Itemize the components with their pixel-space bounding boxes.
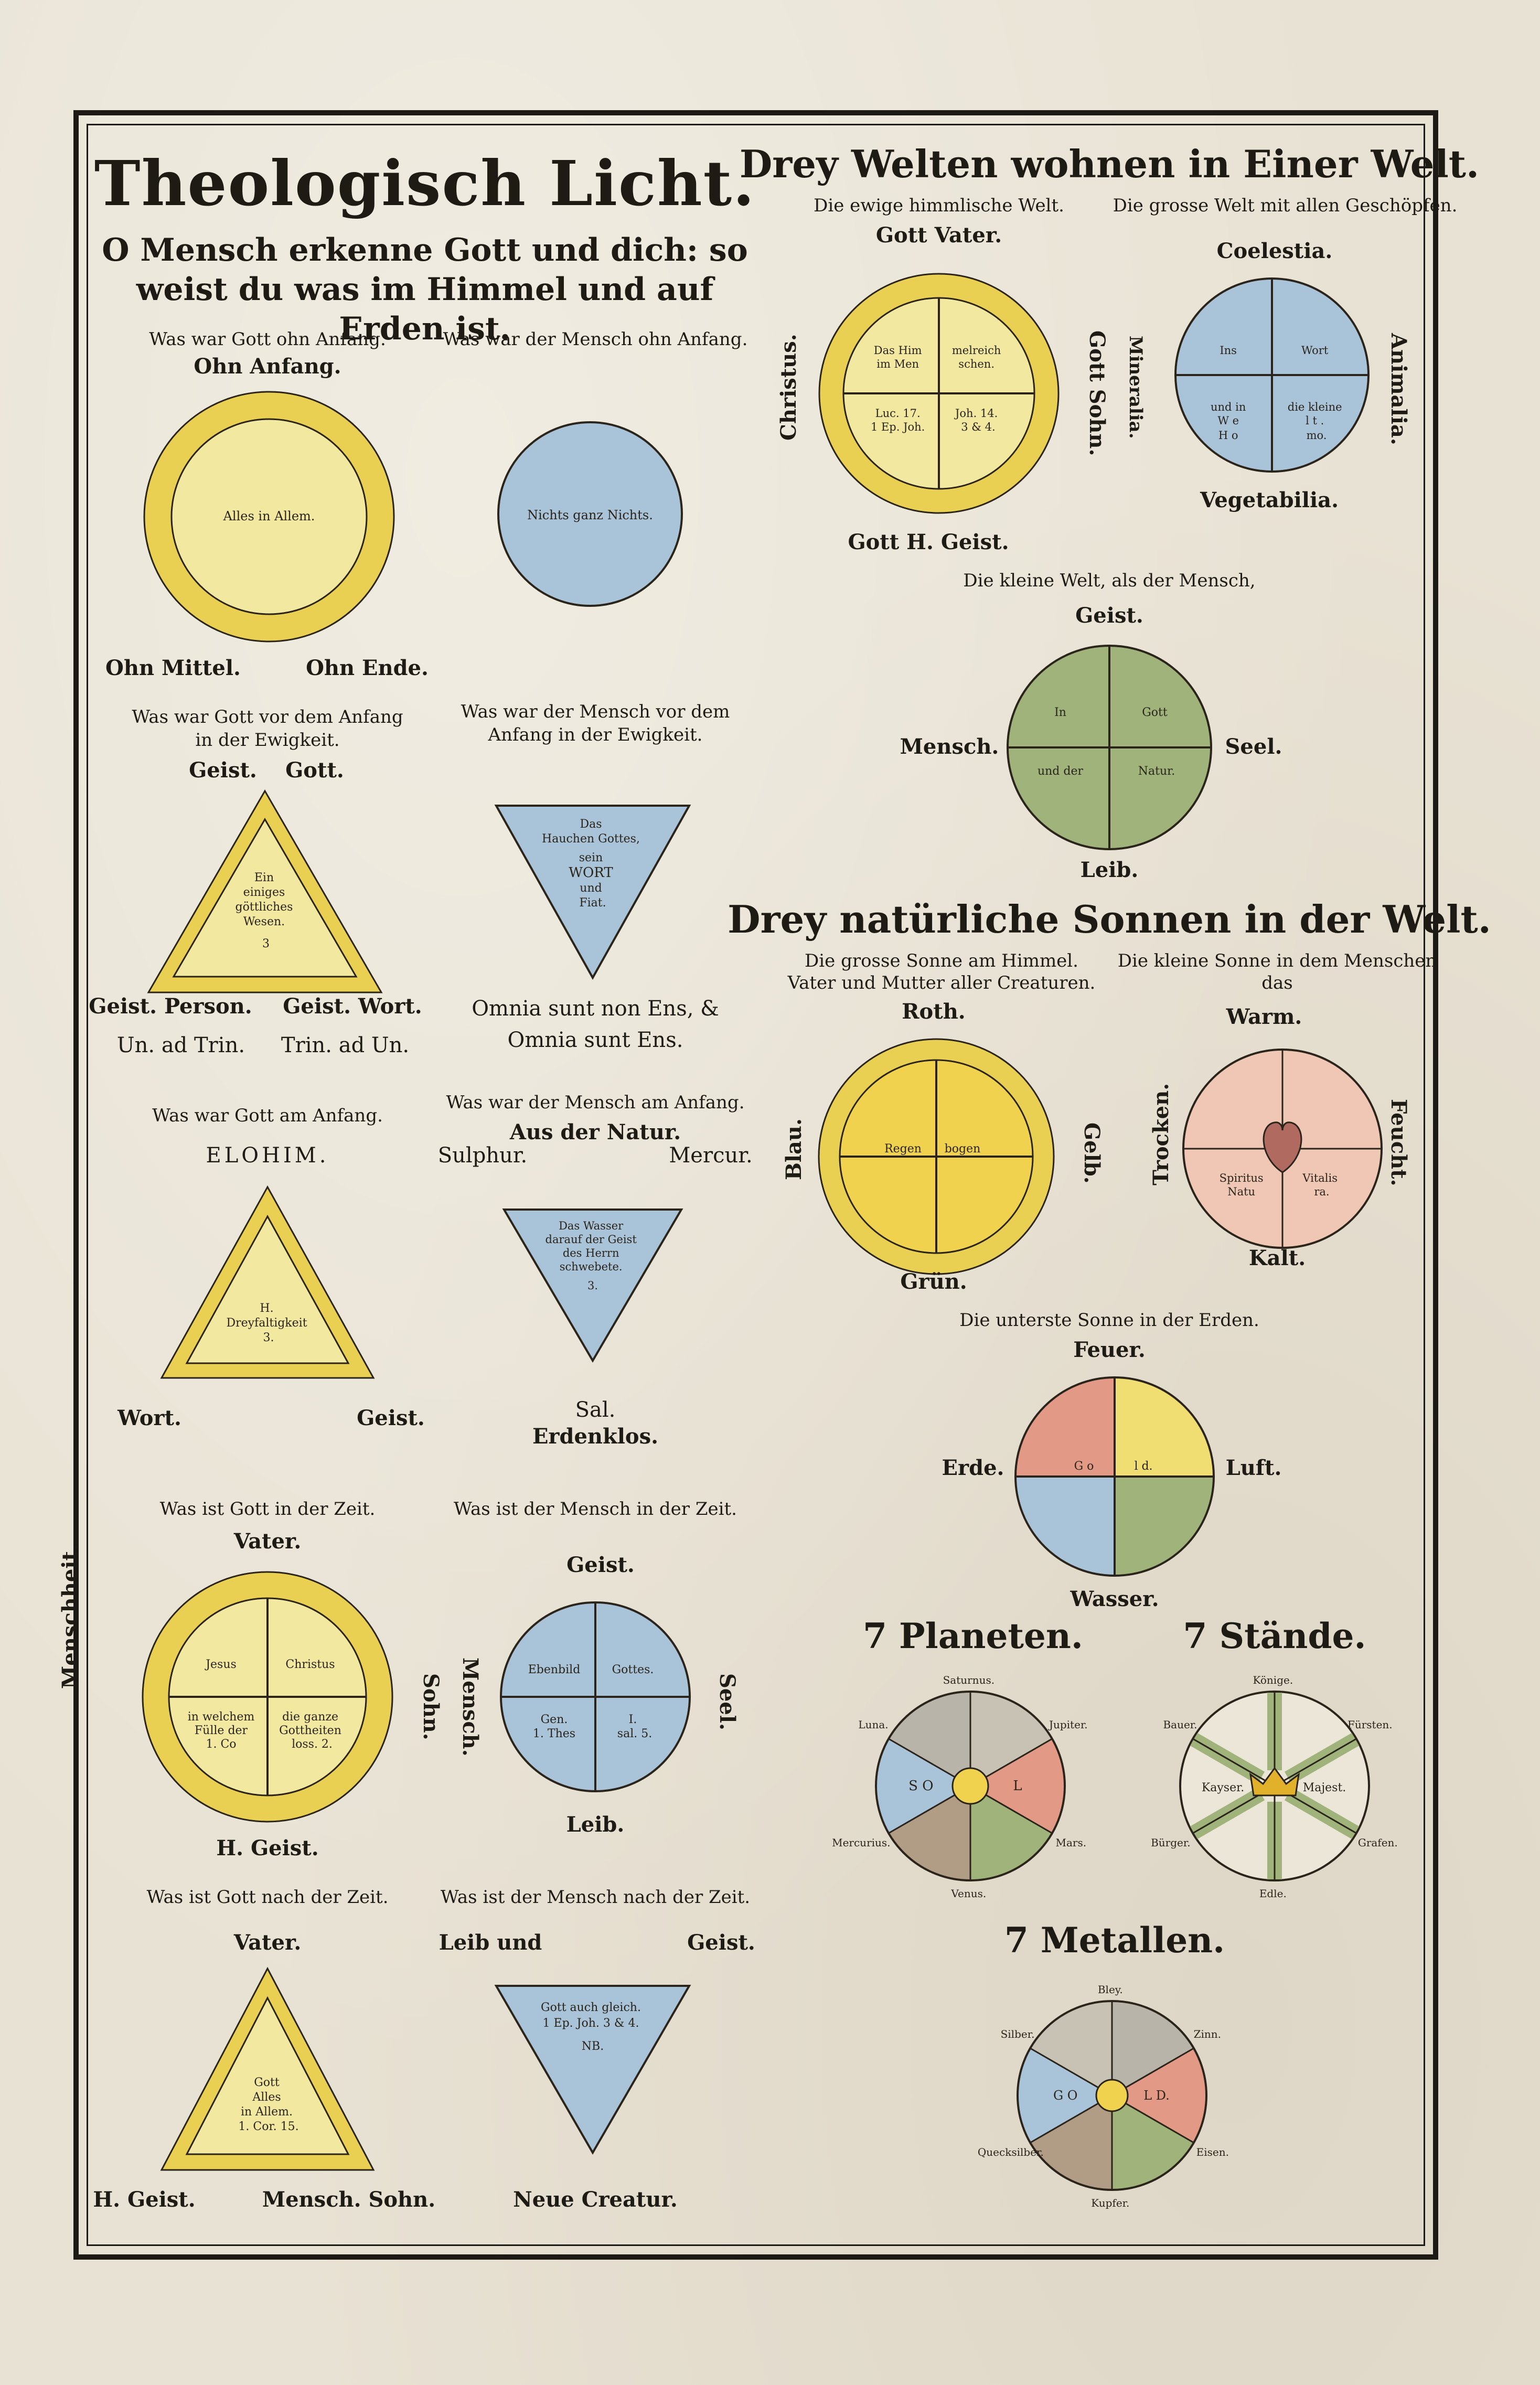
label-ohn-ende: Ohn Ende. [306, 656, 429, 680]
label-feucht: Feucht. [1386, 1099, 1411, 1186]
question-god-at-beginning: Was war Gott am Anfang. [152, 1105, 383, 1126]
svg-text:Ebenbild Gottes. Gen.: Ebenbild Gottes. Gen. 1. Thes I. sal. 5. [528, 1663, 654, 1740]
label-geist-row5: Geist. [687, 1930, 755, 1955]
label-leib-row4: Leib. [566, 1812, 625, 1837]
svg-text:G o l d.: G o l d. [1074, 1460, 1153, 1473]
radiant-circle-himmelreich [816, 270, 1062, 517]
wheel-7-metallen [977, 1977, 1243, 2213]
label-mercur: Mercur. [669, 1143, 753, 1168]
label-omnia-ens: Omnia sunt Ens. [507, 1028, 683, 1052]
label-trocken: Trocken. [1149, 1083, 1173, 1185]
label-vater-row4: Vater. [233, 1529, 302, 1554]
circle-nichts-ganz-nichts [496, 420, 685, 608]
label-leib-w2: Leib. [1080, 858, 1139, 882]
label-h-geist-row4: H. Geist. [216, 1836, 319, 1860]
label-un-ad-trin: Un. ad Trin. [116, 1033, 245, 1057]
text-alles-in-allem: Alles in Allem. [223, 509, 315, 523]
question-man-before-beginning: Was war der Mensch vor dem Anfang in der Ewigkeit. [461, 701, 730, 746]
caption-grosse-sonne: Die grosse Sonne am Himmel. [805, 950, 1078, 971]
label-gott-top: Gott. [285, 758, 344, 783]
svg-text:S O L: S O L [908, 1778, 1022, 1794]
caption-kleine-sonne: Die kleine Sonne in dem Menschen [1117, 950, 1437, 971]
caption-das: das [1261, 972, 1293, 993]
inverted-triangle-hauchen-gottes [493, 803, 692, 981]
label-christus: Christus. [776, 334, 801, 441]
svg-text:In Gott und der Na: In Gott und der Natur. [1037, 706, 1175, 778]
caption-grosse-welt: Die grosse Welt mit allen Geschöpfen. [1113, 195, 1458, 216]
label-mineralia: Mineralia. [1125, 336, 1146, 439]
label-sal: Sal. [575, 1398, 616, 1422]
svg-text:Ins Wort und in W: Ins Wort und in W e H o die kleine l t . mo. [1210, 344, 1342, 442]
label-geist-top: Geist. [189, 758, 257, 783]
label-erde: Erde. [942, 1456, 1004, 1480]
label-elohim: ELOHIM. [206, 1143, 329, 1168]
label-gott-sohn: Gott Sohn. [1085, 330, 1109, 456]
svg-text:Das Wasser darauf der Geis: Das Wasser darauf der Geist des Herrn schwebete. 3. [545, 1220, 637, 1292]
label-ohn-mittel: Ohn Mittel. [105, 656, 241, 680]
question-god-before-beginning: Was war Gott vor dem Anfang in der Ewigkeit. [132, 707, 403, 751]
label-vater-row5: Vater. [233, 1930, 302, 1955]
label-geist: Geist. [357, 1406, 425, 1430]
label-geist-wort: Geist. Wort. [283, 994, 422, 1019]
circle-elements-gold [1012, 1374, 1217, 1579]
label-h-geist-row5: H. Geist. [93, 2187, 196, 2212]
radiant-circle-jesus-christus [139, 1568, 396, 1825]
circle-spiritus-vitalis [1180, 1046, 1385, 1251]
label-omnia-non-ens: Omnia sunt non Ens, & [472, 997, 719, 1021]
svg-text:Kayser. Majest.: Kayser. Majest. [1201, 1781, 1346, 1794]
svg-text:Regen bogen: Regen bogen [884, 1142, 981, 1156]
svg-text:Gott Alles in Allem.: Gott Alles in Allem. 1. Cor. 15. [238, 2076, 299, 2133]
svg-text:Bley. Zinn. Eisen.: Bley. Zinn. Eisen. Kupfer. Quecksilber. Silber. [977, 1983, 1229, 2209]
label-geist-person: Geist. Person. [89, 994, 252, 1019]
svg-text:Spiritus Natu Vitalis: Spiritus Natu Vitalis ra. [1219, 1172, 1338, 1198]
label-sohn: Sohn. [419, 1673, 443, 1740]
question-god-after-time: Was ist Gott nach der Zeit. [146, 1887, 389, 1908]
question-god-without-beginning: Was war Gott ohn Anfang. [149, 329, 386, 350]
page-title: Theologisch Licht. [94, 147, 756, 220]
svg-text:Ein einiges göttliches: Ein einiges göttliches Wesen. 3 [235, 871, 293, 950]
label-sulphur: Sulphur. [437, 1143, 528, 1168]
question-man-after-time: Was ist der Mensch nach der Zeit. [440, 1887, 751, 1908]
label-geist-w2: Geist. [1075, 603, 1143, 628]
label-leib-und: Leib und [439, 1930, 542, 1955]
caption-unterste-sonne: Die unterste Sonne in der Erden. [959, 1310, 1259, 1331]
label-geist-row4: Geist. [566, 1553, 635, 1577]
inverted-triangle-gott-auch-gleich [493, 1983, 692, 2156]
circle-grosse-welt [1172, 275, 1372, 475]
label-mensch-sohn: Mensch. Sohn. [262, 2187, 436, 2212]
label-gott-h-geist: Gott H. Geist. [848, 530, 1009, 554]
label-erdenklos: Erdenklos. [532, 1424, 659, 1449]
label-mensch-w2: Mensch. [900, 734, 999, 759]
question-man-in-time: Was ist der Mensch in der Zeit. [454, 1499, 737, 1520]
label-luft: Luft. [1225, 1456, 1282, 1480]
heading-7-staende: 7 Stände. [1183, 1616, 1366, 1656]
label-gott-vater: Gott Vater. [875, 223, 1002, 248]
triangle-dreyfaltigkeit [157, 1183, 378, 1382]
gold-center-icon [1096, 2080, 1128, 2111]
label-coelestia: Coelestia. [1216, 239, 1333, 263]
triangle-ein-einiges-wesen [144, 787, 386, 997]
label-kalt: Kalt. [1248, 1246, 1306, 1270]
svg-text:Das Him im Men melreic: Das Him im Men melreich schen. Luc. 17. 1 Ep. Joh. Joh. 14. 3 & 4. [870, 344, 1001, 433]
svg-text:Jesus Christus in welc: Jesus Christus in welchem Fülle der 1. Co die ganze Gottheiten loss. 2. [187, 1658, 341, 1751]
label-seel: Seel. [715, 1673, 740, 1730]
label-mensch: Mensch. [458, 1657, 483, 1757]
question-man-without-beginning: Was war der Mensch ohn Anfang. [443, 329, 748, 350]
circle-kleine-welt [1004, 643, 1214, 852]
label-roth: Roth. [902, 999, 966, 1024]
caption-kleine-welt: Die kleine Welt, als der Mensch, [963, 570, 1256, 591]
label-animalia: Animalia. [1386, 333, 1411, 445]
svg-text:Gott auch gleich. 1 Ep. Jo: Gott auch gleich. 1 Ep. Joh. 3 & 4. NB. [541, 2001, 641, 2053]
label-warm: Warm. [1226, 1004, 1302, 1029]
svg-text:H. Dreyfaltigkeit 3.: H. Dreyfaltigkeit 3. [226, 1302, 307, 1344]
svg-text:Das Hauchen Gottes, se: Das Hauchen Gottes, sein WORT und Fiat. [542, 818, 640, 910]
wheel-7-planeten [832, 1668, 1101, 1904]
wheel-7-staende [1143, 1668, 1406, 1904]
heading-drey-welten: Drey Welten wohnen in Einer Welt. [739, 142, 1480, 186]
label-gruen: Grün. [900, 1269, 967, 1294]
heading-7-metallen: 7 Metallen. [1004, 1920, 1225, 1961]
label-neue-creatur: Neue Creatur. [513, 2187, 678, 2212]
label-ohn-anfang: Ohn Anfang. [194, 354, 341, 379]
heading-7-planeten: 7 Planeten. [863, 1616, 1083, 1656]
label-menschheit: Menschheit. [58, 1544, 82, 1689]
text-nichts-ganz-nichts: Nichts ganz Nichts. [527, 508, 653, 522]
sun-icon [953, 1768, 988, 1804]
radiant-circle-alles-in-allem [141, 388, 398, 645]
inverted-triangle-wasser [501, 1206, 685, 1364]
label-seel-w2: Seel. [1225, 734, 1282, 759]
caption-vater-und-mutter: Vater und Mutter aller Creaturen. [787, 972, 1096, 993]
label-feuer: Feuer. [1073, 1338, 1146, 1362]
label-gelb: Gelb. [1079, 1122, 1104, 1184]
label-vegetabilia: Vegetabilia. [1200, 488, 1339, 512]
radiant-circle-regenbogen [816, 1036, 1057, 1277]
svg-text:Könige. Fürsten. G: Könige. Fürsten. Grafen. Edle. Bürger. Bauer. [1151, 1674, 1398, 1900]
heading-drey-sonnen: Drey natürliche Sonnen in der Welt. [728, 897, 1491, 942]
label-blau: Blau. [782, 1118, 806, 1180]
circle-ebenbild-gottes [498, 1600, 692, 1794]
svg-text:G O L D.: G O L D. [1053, 2088, 1170, 2103]
page-subtitle: O Mensch erkenne Gott und dich: so weist du was im Himmel und auf Erden ist. [102, 232, 748, 347]
triangle-gott-alles-in-allem [157, 1964, 378, 2174]
question-god-in-time: Was ist Gott in der Zeit. [159, 1499, 376, 1520]
caption-ewige-welt: Die ewige himmlische Welt. [814, 195, 1064, 216]
question-man-at-beginning: Was war der Mensch am Anfang. [446, 1092, 745, 1113]
label-wasser: Wasser. [1070, 1587, 1159, 1611]
label-aus-der-natur: Aus der Natur. [509, 1120, 681, 1145]
label-trin-ad-un: Trin. ad Un. [281, 1033, 410, 1057]
svg-text:Saturnus. Jupiter.: Saturnus. Jupiter. Mars. Venus. Mercurius. Luna. [832, 1674, 1088, 1900]
label-wort: Wort. [117, 1406, 181, 1430]
